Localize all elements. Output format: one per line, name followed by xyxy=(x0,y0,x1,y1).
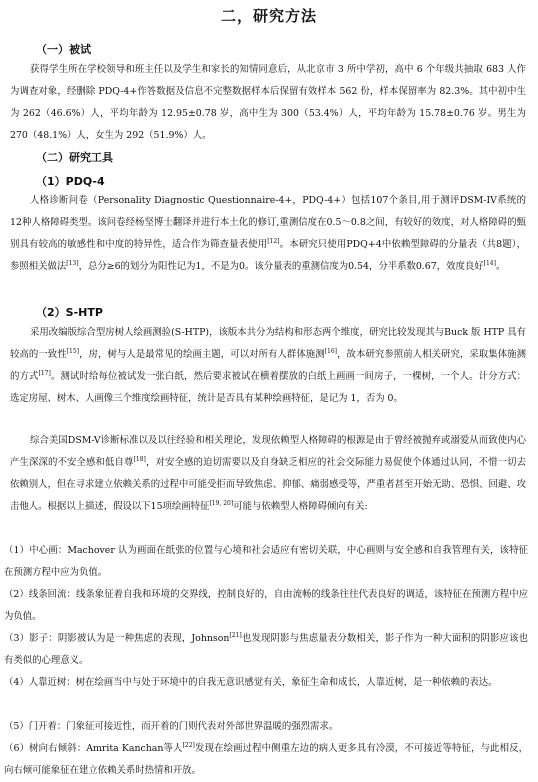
shtp-paragraph xyxy=(10,322,526,410)
combined-text-c: 可能与依赖型人格障碍倾向有关: xyxy=(233,501,368,512)
feature-5-text: （5）门开着：门象征可接近性，而开着的门则代表对外部世界温暖的强烈需求。 xyxy=(4,721,339,732)
citation-22: [22] xyxy=(182,742,195,749)
citation-15: [15] xyxy=(66,348,80,355)
citation-12: [12] xyxy=(267,238,280,245)
feature-2-text: （2）线条回流：线条象征着自我和环境的交界线，控制良好的，自由流畅的线条往往代表良好的调适，该特征在预测方程中应为负值。 xyxy=(4,589,528,622)
combined-text-b: ，对安全感的迫切需要以及自身缺乏相应的社会交际能力易促使个体通过认同，不惜一切去依赖别人，但在寻求建立依赖关系的过程中可能受拒而导致焦虑、抑郁、痛弱感受等，严重者甚至开始无助、恐惧、回避、攻击他人。根据以上描述，假设以下15项绘画特征 xyxy=(10,457,526,512)
feature-3 xyxy=(4,628,528,672)
citation-19-20: [19, 20] xyxy=(209,500,234,507)
feature-5 xyxy=(4,716,528,738)
citation-17: [17] xyxy=(38,370,51,377)
combined-text-a: 综合美国DSM-V诊断标准以及以往经验和相关理论，发现依赖型人格障碍的根源是由于曾经被抛弃或溺爱从而致使内心产生深深的不安全感和低自尊 xyxy=(10,435,526,468)
feature-1 xyxy=(4,540,528,584)
feature-4 xyxy=(4,672,528,694)
pdq-text-b: 。本研究只使用PDQ+4中依赖型障碍的分量表（共8题），参照相关做法 xyxy=(10,239,526,272)
pdq-text-a: 人格诊断问卷（Personality Diagnostic Questionnaire-4+，PDQ-4+）包括107个条目,用于测评DSM-IV系统的12种人格障碍类型。该问卷经杨坚博士翻译并进行本土化的修订,重测信度在0.5～0.8之间，有较好的效度，对人格障碍的甄别具有较高的敏感性和中度的特异性，适合作为筛查量表使用 xyxy=(10,195,526,250)
citation-18: [18] xyxy=(133,456,146,463)
feature-3-text-b: 也发现阴影与焦虑量表分数相关，影子作为一种大面积的阴影应该也有类似的心理意义。 xyxy=(4,633,528,666)
citation-14: [14] xyxy=(483,260,496,267)
feature-6-text-a: （6）树向右倾斜：Amrita Kanchan等人 xyxy=(4,743,183,754)
citation-13: [13] xyxy=(66,260,79,267)
shtp-text-a: 采用改编版综合型房树人绘画测验(S-HTP)，该版本共分为结构和形态两个维度，研究比较发现其与Buck 版 HTP 具有较高的一致性 xyxy=(10,327,526,360)
subjects-heading: （一）被试 xyxy=(36,43,91,56)
feature-6 xyxy=(4,738,528,782)
section-title: 二，研究方法 xyxy=(220,7,317,25)
citation-16: [16] xyxy=(324,348,338,355)
pdq-text-c: ，总分≥6的划分为阳性记为1，不是为0。该分量表的重测信度为0.54，分半系数0.67，效度良好 xyxy=(78,261,484,272)
shtp-heading: （2）S-HTP xyxy=(36,306,103,319)
shtp-text-d: 。测试时给每位被试发一张白纸，然后要求被试在横着摆放的白纸上画画一间房子，一棵树，一个人。计分方式：选定房屋、树木、人画像三个维度绘画特征，统计是否具有某种绘画特征，是记为 1，否为 0。 xyxy=(10,371,526,404)
feature-6-text-b: 发现在绘画过程中侧重左边的病人更多具有冷漠，不可接近等特征，与此相反，向右倾可能象征在建立依赖关系时热情和开放。 xyxy=(4,743,528,776)
feature-4-text: （4）人靠近树：树在绘画当中与处于环境中的自我无意识感觉有关，象征生命和成长，人靠近树，是一种依赖的表达。 xyxy=(4,677,498,688)
shtp-text-b: ，房，树与人是最常见的绘画主题，可以对所有人群体施测 xyxy=(79,349,325,360)
feature-2 xyxy=(4,584,528,628)
pdq-paragraph xyxy=(10,190,526,278)
subjects-paragraph: 获得学生所在学校领导和班主任以及学生和家长的知情同意后，从北京市 3 所中学初，高中 6 个年级共抽取 683 人作为调查对象，经删除 PDQ-4+作答数据及信息不完整数据样本后保留有效样本 562 份，样本保留率为 82.3%。其中初中生为 262（46.6%）人，平均年龄为 12.95±0.78 岁，高中生为 300（53.4%）人，平均年龄为 15.78±0.76 岁。男生为 270（48.1%）人，女生为 292（51.9%）人。 xyxy=(10,64,526,141)
feature-3-text-a: （3）影子：阴影被认为是一种焦虑的表现，Johnson xyxy=(4,633,230,644)
pdq-text-d: 。 xyxy=(495,261,506,272)
pdq-heading: （1）PDQ-4 xyxy=(36,175,105,188)
combined-paragraph xyxy=(10,430,526,518)
citation-21: [21] xyxy=(229,632,242,639)
tools-heading: （二）研究工具 xyxy=(36,151,113,164)
shtp-text-c: ，故本研究参照前人相关研究，采取集体施测的方式 xyxy=(10,349,526,382)
feature-1-text: （1）中心画：Machover 认为画面在纸张的位置与心境和社会适应有密切关联，中心画则与安全感和自我管理有关，该特征在预测方程中应为负值。 xyxy=(4,545,528,578)
